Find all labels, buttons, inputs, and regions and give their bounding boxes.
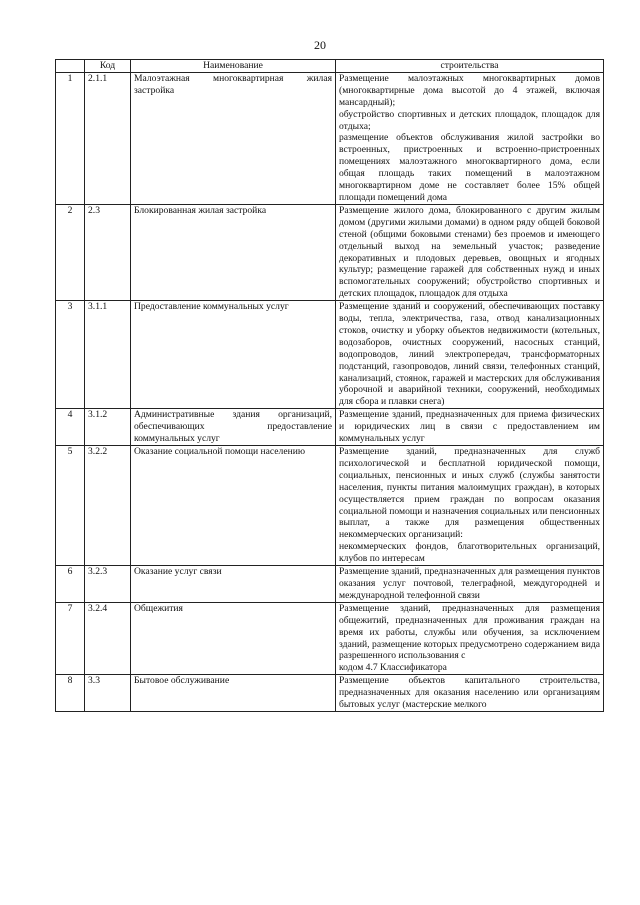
description-paragraph: Размещение зданий, предназначенных для служб психологической и бесплатной юридической помощи, социальных, пенсионных и иных служб (службы занятости населения, пункты питания малоимущих граждан), в которых осуществляется прием граждан по вопросам оказания социальной помощи и назначения социальных или пенсионных выплат, а также для размещения общественных некоммерческих организаций: xyxy=(339,446,600,541)
description-paragraph: Размещение объектов капитального строительства, предназначенных для оказания населению или организациям бытовых услуг (мастерские мелкого xyxy=(339,675,600,711)
row-code: 2.3 xyxy=(85,204,131,300)
row-code: 3.2.3 xyxy=(85,566,131,603)
row-number: 3 xyxy=(56,301,85,409)
table-header-row xyxy=(56,60,604,73)
table-row xyxy=(56,409,604,446)
header-description: строительства xyxy=(336,60,604,73)
header-code: Код xyxy=(85,60,131,73)
header-num xyxy=(56,60,85,73)
row-name: Предоставление коммунальных услуг xyxy=(131,301,336,409)
row-description xyxy=(336,675,604,712)
row-code: 3.3 xyxy=(85,675,131,712)
description-paragraph: Размещение зданий, предназначенных для размещения общежитий, предназначенных для проживания граждан на время их работы, службы или обучения, за исключением зданий, размещение которых предусмотрено содержанием вида разрешенного использования с xyxy=(339,602,600,662)
description-paragraph: некоммерческих фондов, благотворительных организаций, клубов по интересам xyxy=(339,541,600,565)
row-code: 3.2.4 xyxy=(85,602,131,674)
table-row xyxy=(56,566,604,603)
row-number: 1 xyxy=(56,72,85,204)
row-name: Бытовое обслуживание xyxy=(131,675,336,712)
row-number: 6 xyxy=(56,566,85,603)
description-paragraph: Размещение зданий, предназначенных для приема физических и юридических лиц в связи с предоставлением им коммунальных услуг xyxy=(339,409,600,445)
row-name: Административные здания организаций, обеспечивающих предоставление коммунальных услуг xyxy=(131,409,336,446)
row-name: Оказание социальной помощи населению xyxy=(131,446,336,566)
description-paragraph: размещение объектов обслуживания жилой застройки во встроенных, пристроенных и встроенно-пристроенных помещениях малоэтажного многоквартирного дома, если общая площадь таких помещений в малоэтажном многоквартирном доме не составляет более 15% общей площади помещений дома xyxy=(339,132,600,203)
row-description xyxy=(336,204,604,300)
table-body xyxy=(56,72,604,711)
description-paragraph: обустройство спортивных и детских площадок, площадок для отдыха; xyxy=(339,108,600,132)
row-description xyxy=(336,566,604,603)
table-row xyxy=(56,446,604,566)
row-code: 2.1.1 xyxy=(85,72,131,204)
table-row xyxy=(56,204,604,300)
table-row xyxy=(56,72,604,204)
row-name: Малоэтажная многоквартирная жилая застройка xyxy=(131,72,336,204)
table-row xyxy=(56,301,604,409)
row-description xyxy=(336,602,604,674)
row-description xyxy=(336,446,604,566)
row-number: 8 xyxy=(56,675,85,712)
row-name: Блокированная жилая застройка xyxy=(131,204,336,300)
table-row xyxy=(56,602,604,674)
header-name: Наименование xyxy=(131,60,336,73)
row-code: 3.1.1 xyxy=(85,301,131,409)
row-name: Общежития xyxy=(131,602,336,674)
row-description xyxy=(336,72,604,204)
row-code: 3.2.2 xyxy=(85,446,131,566)
row-number: 4 xyxy=(56,409,85,446)
description-paragraph: Размещение малоэтажных многоквартирных домов (многоквартирные дома высотой до 4 этажей, включая мансардный); xyxy=(339,72,600,108)
description-paragraph: Размещение зданий и сооружений, обеспечивающих поставку воды, тепла, электричества, газа, отвод канализационных стоков, очистку и уборку объектов недвижимости (котельных, водозаборов, очистных сооружений, насосных станций, водопроводов, линий электропередач, трансформаторных подстанций, газопроводов, линий связи, телефонных станций, канализаций, стоянок, гаражей и мастерских для обслуживания уборочной и аварийной техники, сооружений, необходимых для сбора и плавки снега) xyxy=(339,301,600,408)
row-description xyxy=(336,409,604,446)
row-number: 7 xyxy=(56,602,85,674)
row-number: 5 xyxy=(56,446,85,566)
row-name: Оказание услуг связи xyxy=(131,566,336,603)
table-row xyxy=(56,675,604,712)
description-paragraph: Размещение зданий, предназначенных для размещения пунктов оказания услуг почтовой, телеграфной, междугородней и международной телефонной связи xyxy=(339,566,600,601)
zoning-table xyxy=(55,59,604,712)
description-paragraph: кодом 4.7 Классификатора xyxy=(339,662,447,674)
row-number: 2 xyxy=(56,204,85,300)
row-description xyxy=(336,301,604,409)
row-code: 3.1.2 xyxy=(85,409,131,446)
description-paragraph: Размещение жилого дома, блокированного с другим жилым домом (другими жилыми домами) в одном ряду общей боковой стеной (общими боковыми стенами) без проемов и имеющего отдельный выход на земельный участок; разведение декоративных и плодовых деревьев, овощных и ягодных культур; размещение гаражей для собственных нужд и иных вспомогательных сооружений; обустройство спортивных и детских площадок, площадок для отдыха xyxy=(339,204,600,300)
page-number: 20 xyxy=(314,38,326,52)
